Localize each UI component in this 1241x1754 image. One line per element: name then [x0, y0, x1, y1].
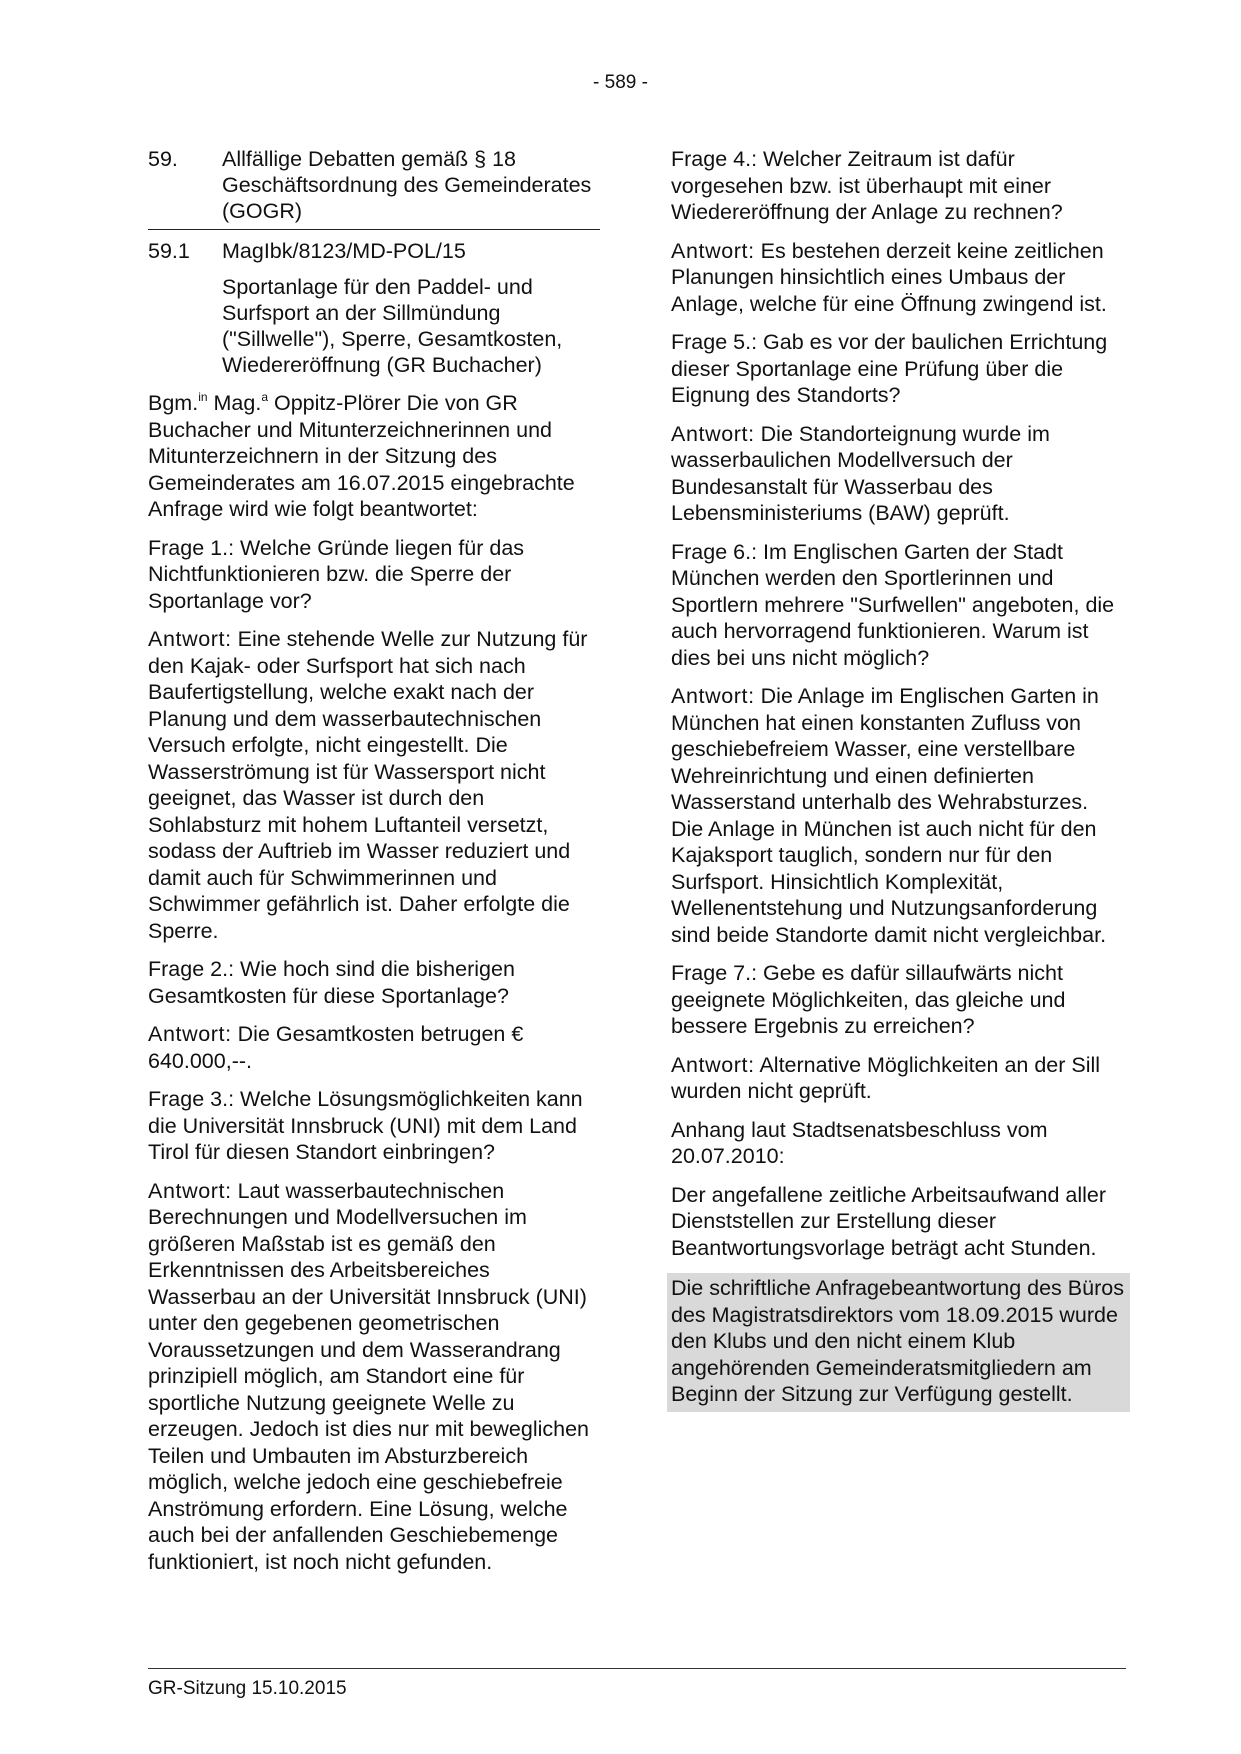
- frage-4: Frage 4.: Welcher Zeitraum ist dafür vorgesehen bzw. ist überhaupt mit einer Wiedereröffnung der Anlage zu rechnen?: [671, 147, 1063, 224]
- antwort-label: Antwort:: [148, 1022, 232, 1046]
- item-title: Allfällige Debatten gemäß § 18 Geschäftsordnung des Gemeinderates (GOGR): [222, 147, 592, 223]
- subitem-number: 59.1: [148, 239, 190, 263]
- antwort-label: Antwort:: [671, 684, 755, 708]
- item-number: 59.: [148, 147, 178, 171]
- subitem-reference: MagIbk/8123/MD-POL/15: [222, 239, 466, 263]
- antwort-label: Antwort:: [148, 627, 232, 651]
- subitem-title: Sportanlage für den Paddel- und Surfsport an der Sillmündung ("Sillwelle"), Sperre, Gesamtkosten, Wiedereröffnung (GR Buchacher): [222, 275, 563, 377]
- antwort-text: Alternative Möglichkeiten an der Sill wurden nicht geprüft.: [671, 1052, 1101, 1103]
- antwort-text: Laut wasserbautechnischen Berechnungen und Modellversuchen im größeren Maßstab ist es gemäß den Erkenntnissen des Arbeitsbereiches Wasserbau an der Universität Innsbruck (UNI) unter den gegebenen geometrischen Voraussetzungen und dem Wasserandrang prinzipiell möglich, am Standort eine für sportliche Nutzung geeignete Welle zu erzeugen. Jedoch ist dies nur mit beweglichen Teilen und Umbauten im Absturzbereich möglich, welche jedoch eine geschiebefreie Anströmung erfordern. Eine Lösung, welche auch bei der anfallenden Geschiebemenge funktioniert, ist noch nicht gefunden.: [148, 1178, 590, 1574]
- antwort-label: Antwort:: [671, 238, 755, 263]
- frage-7: Frage 7.: Gebe es dafür sillaufwärts nicht geeignete Möglichkeiten, das gleiche und bessere Ergebnis zu erreichen?: [671, 961, 1066, 1038]
- arbeitsaufwand-paragraph: Der angefallene zeitliche Arbeitsaufwand aller Dienststellen zur Erstellung dieser Beantwortungsvorlage beträgt acht Stunden.: [671, 1182, 1107, 1260]
- frage-1: Frage 1.: Welche Gründe liegen für das Nichtfunktionieren bzw. die Sperre der Sportanlage vor?: [148, 535, 525, 613]
- antwort-text: Es bestehen derzeit keine zeitlichen Planungen hinsichtlich eines Umbaus der Anlage, welche für eine Öffnung zwingend ist.: [671, 238, 1107, 316]
- page-number: - 589 -: [593, 72, 648, 93]
- intro-paragraph: [148, 390, 600, 523]
- antwort-text: Eine stehende Welle zur Nutzung für den Kajak- oder Surfsport hat sich nach Baufertigstellung, welche exakt nach der Planung und dem wasserbautechnischen Versuch erfolgte, nicht eingestellt. Die Wasserströmung ist für Wassersport nicht geeignet, das Wasser ist durch den Sohlabsturz mit hohem Luftanteil versetzt, sodass der Auftrieb im Wasser reduziert und damit auch für Schwimmerinnen und Schwimmer gefährlich ist. Daher erfolgte die Sperre.: [148, 627, 588, 943]
- agenda-item-59-1: [148, 238, 600, 264]
- antwort-2: [148, 1021, 600, 1074]
- frage-2: Frage 2.: Wie hoch sind die bisherigen Gesamtkosten für diese Sportanlage?: [148, 957, 515, 1008]
- right-column: [671, 146, 1126, 1424]
- shaded-note: Die schriftliche Anfragebeantwortung des Büros des Magistratsdirektors vom 18.09.2015 wurde den Klubs und den nicht einem Klub angehörenden Gemeinderatsmitgliedern am Beginn der Sitzung zur Verfügung gestellt.: [667, 1273, 1130, 1412]
- antwort-label: Antwort:: [148, 1178, 232, 1203]
- antwort-text: Die Gesamtkosten betrugen € 640.000,--.: [148, 1022, 524, 1073]
- antwort-5: [671, 421, 1126, 527]
- antwort-3: [148, 1178, 600, 1576]
- antwort-7: [671, 1052, 1126, 1105]
- frage-3: Frage 3.: Welche Lösungsmöglichkeiten kann die Universität Innsbruck (UNI) mit dem Land Tirol für diesen Standort einbringen?: [148, 1087, 583, 1164]
- antwort-text: Die Anlage im Englischen Garten in München hat einen konstanten Zufluss von geschiebefreiem Wasser, eine verstellbare Wehreinrichtung und einen definierten Wasserstand unterhalb des Wehrabsturzes. Die Anlage in München ist auch nicht für den Kajaksport tauglich, sondern nur für den Surfsport. Hinsichtlich Komplexität, Wellenentstehung und Nutzungsanforderung sind beide Standorte damit nicht vergleichbar.: [671, 684, 1107, 947]
- antwort-text: Die Standorteignung wurde im wasserbaulichen Modellversuch der Bundesanstalt für Wasserbau des Lebensministeriums (BAW) geprüft.: [671, 421, 1050, 525]
- frage-5: Frage 5.: Gab es vor der baulichen Errichtung dieser Sportanlage eine Prüfung über die Eignung des Standorts?: [671, 330, 1108, 407]
- left-column: [148, 146, 600, 1587]
- intro-bgm-sup: in: [198, 390, 208, 404]
- antwort-1: [148, 626, 600, 944]
- agenda-item-59: [148, 146, 600, 230]
- antwort-label: Antwort:: [671, 421, 755, 446]
- intro-mag-sup: a: [261, 390, 269, 404]
- frage-6: Frage 6.: Im Englischen Garten der Stadt München werden den Sportlerinnen und Sportlern mehrere "Surfwellen" angeboten, die auch hervorragend funktionieren. Warum ist dies bei uns nicht möglich?: [671, 539, 1115, 670]
- intro-mag: Mag.: [213, 391, 262, 415]
- footer-session-date: GR-Sitzung 15.10.2015: [148, 1678, 347, 1699]
- antwort-label: Antwort:: [671, 1052, 755, 1077]
- antwort-6: [671, 683, 1126, 948]
- intro-bgm: Bgm.: [148, 391, 199, 415]
- footer-divider: [148, 1668, 1126, 1669]
- anhang-paragraph: Anhang laut Stadtsenatsbeschluss vom 20.07.2010:: [671, 1117, 1048, 1168]
- antwort-4: [671, 238, 1126, 318]
- intro-text: Oppitz-Plörer Die von GR Buchacher und Mitunterzeichnerinnen und Mitunterzeichnern in der Sitzung des Gemeinderates am 16.07.2015 eingebrachte Anfrage wird wie folgt beantwortet:: [148, 391, 575, 521]
